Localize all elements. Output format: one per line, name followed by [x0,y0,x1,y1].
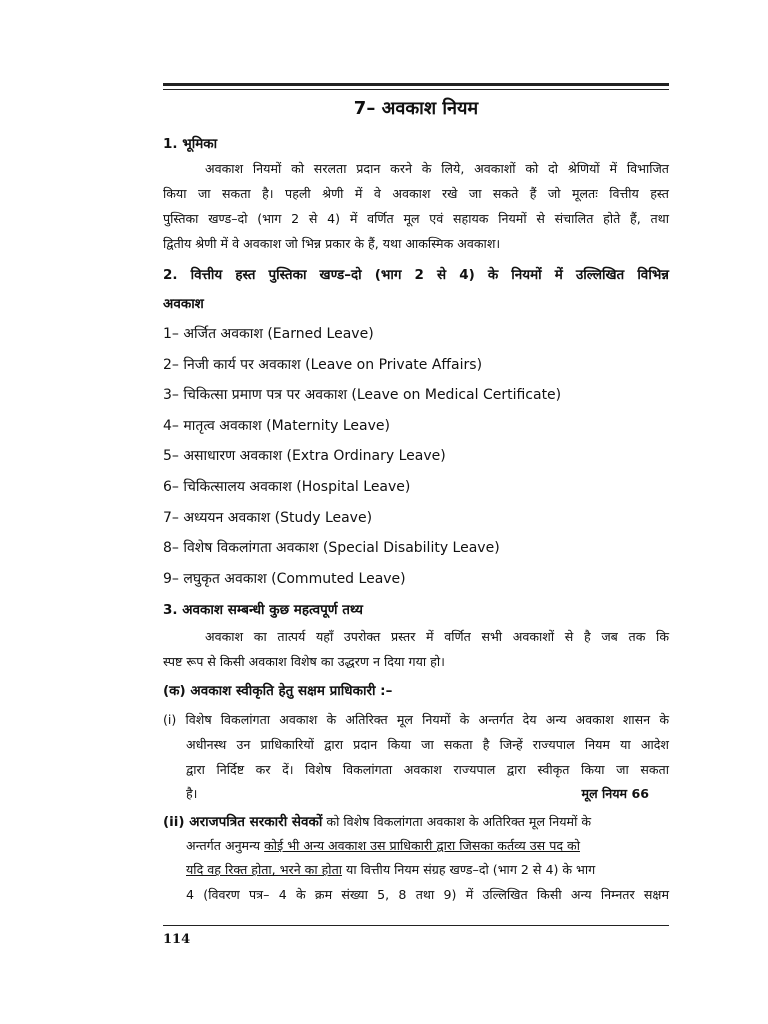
clause-ii-label: (ii) अराजपत्रित सरकारी सेवकों [163,814,323,830]
clause-ii-underlined: कोई भी अन्य अवकाश उस प्राधिकारी द्वारा जिसका कर्तव्य उस पद को [264,838,580,853]
leave-type-item: 9– लघुकृत अवकाश (Commuted Leave) [163,571,406,587]
rule-reference: मूल नियम 66 [581,786,649,801]
section-2-heading: 2. वित्तीय हस्त पुस्तिका खण्ड–दो (भाग 2 से 4) के नियमों में उल्लिखित विभिन्न [163,267,669,283]
leave-type-item: 1– अर्जित अवकाश (Earned Leave) [163,326,374,342]
section-3-line: स्पष्ट रूप से किसी अवकाश विशेष का उद्धरण न दिया गया हो। [163,654,445,669]
header-rule-thin [163,89,669,90]
clause-i-line-end: है। [186,786,198,801]
page-number: 114 [163,932,191,947]
leave-type-item: 3– चिकित्सा प्रमाण पत्र पर अवकाश (Leave on Medical Certificate) [163,387,562,403]
clause-ii-underlined: यदि वह रिक्त होता, भरने का होता [186,862,343,877]
clause-i-line-last [163,785,669,802]
leave-type-item: 6– चिकित्सालय अवकाश (Hospital Leave) [163,479,411,495]
clause-i-line: (i) विशेष विकलांगता अवकाश के अतिरिक्त मूल नियमों के अन्तर्गत देय अन्य अवकाश शासन के [163,712,669,727]
section-1-line: द्वितीय श्रेणी में वे अवकाश जो भिन्न प्रकार के हैं, यथा आकस्मिक अवकाश। [163,236,501,251]
sub-heading-ka: (क) अवकाश स्वीकृति हेतु सक्षम प्राधिकारी :– [163,683,393,699]
clause-ii-text: अन्तर्गत अनुमन्य [186,838,265,853]
clause-ii-line [163,812,669,830]
clause-i-line: अधीनस्थ उन प्राधिकारियों द्वारा प्रदान किया जा सकता है जिन्हें राज्यपाल नियम या आदेश [186,737,669,752]
clause-ii-text: को विशेष विकलांगता अवकाश के अतिरिक्त मूल नियमों के [322,814,592,829]
leave-type-item: 5– असाधारण अवकाश (Extra Ordinary Leave) [163,448,446,464]
leave-type-item: 2– निजी कार्य पर अवकाश (Leave on Private Affairs) [163,357,483,373]
section-3-line: अवकाश का तात्पर्य यहाँ उपरोक्त प्रस्तर में वर्णित सभी अवकाशों से है जब तक कि [205,629,669,644]
clause-i-line: द्वारा निर्दिष्ट कर दें। विशेष विकलांगता अवकाश राज्यपाल द्वारा स्वीकृत किया जा सकता [186,762,669,777]
section-2-heading-cont: अवकाश [163,296,204,312]
clause-ii-line [163,837,669,854]
clause-ii-text: या वित्तीय नियम संग्रह खण्ड–दो (भाग 2 से 4) के भाग [342,862,596,877]
section-3-heading: 3. अवकाश सम्बन्धी कुछ महत्वपूर्ण तथ्य [163,602,363,618]
leave-type-item: 8– विशेष विकलांगता अवकाश (Special Disability Leave) [163,540,500,556]
section-1-line: पुस्तिका खण्ड–दो (भाग 2 से 4) में वर्णित मूल एवं सहायक नियमों से संचालित होते हैं, तथा [163,211,669,226]
section-1-heading: 1. भूमिका [163,136,218,152]
clause-ii-line [163,861,669,878]
leave-type-item: 7– अध्ययन अवकाश (Study Leave) [163,510,373,526]
chapter-title: 7– अवकाश नियम [353,98,479,119]
header-rule-thick [163,83,669,86]
section-1-line: अवकाश नियमों को सरलता प्रदान करने के लिये, अवकाशों को दो श्रेणियों में विभाजित [205,161,669,176]
clause-ii-line: 4 (विवरण पत्र– 4 के क्रम संख्या 5, 8 तथा 9) में उल्लिखित किसी अन्य निम्नतर सक्षम [186,887,669,902]
leave-type-item: 4– मातृत्व अवकाश (Maternity Leave) [163,418,390,434]
footer-rule [163,925,669,926]
section-1-line: किया जा सकता है। पहली श्रेणी में वे अवकाश रखे जा सकते हैं जो मूलतः वित्तीय हस्त [163,186,669,201]
